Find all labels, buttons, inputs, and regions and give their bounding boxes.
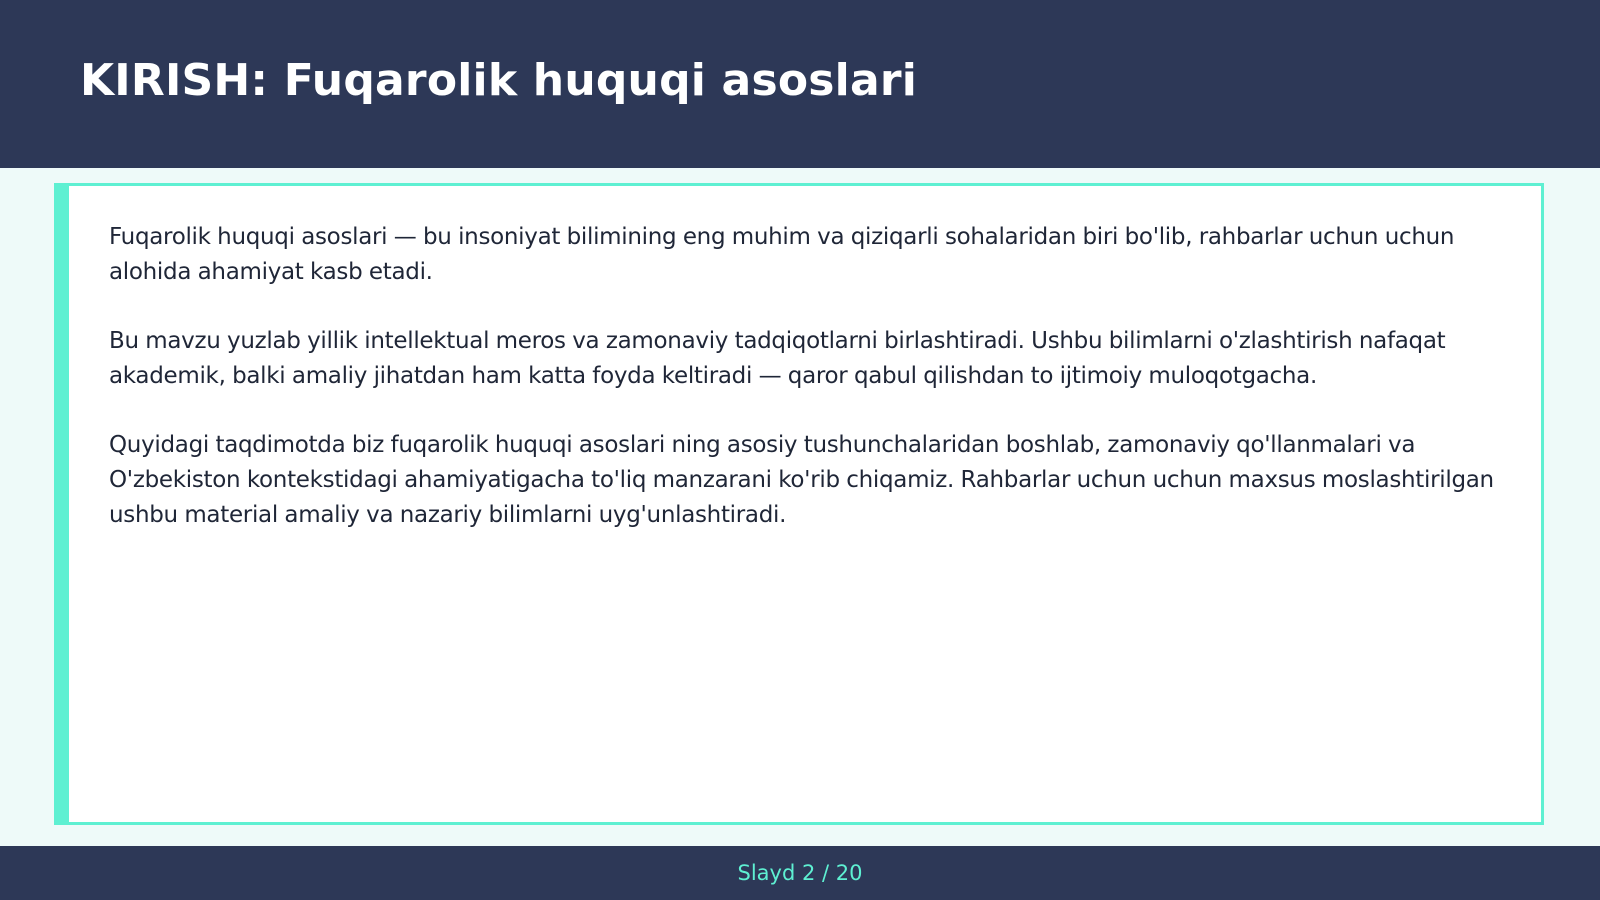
overview-paragraph: Quyidagi taqdimotda biz fuqarolik huquqi asoslari ning asosiy tushunchalaridan boshlab, zamonaviy qo'llanmalari va O'zbekiston kontekstidagi ahamiyatigacha to'liq manzarani ko'rib chiqamiz. Rahbarlar uchun uchun maxsus moslashtirilgan ushbu material amaliy va nazariy bilimlarni uyg'unlashtiradi. (109, 432, 1494, 528)
topic-paragraph: Bu mavzu yuzlab yillik intellektual meros va zamonaviy tadqiqotlarni birlashtiradi. Ushbu bilimlarni o'zlashtirish nafaqat akademik, balki amaliy jihatdan ham katta foyda keltiradi — qaror qabul qilishdan to ijtimoiy muloqotgacha. (109, 328, 1446, 389)
intro-paragraph: Fuqarolik huquqi asoslari — bu insoniyat bilimining eng muhim va qiziqarli sohalaridan biri bo'lib, rahbarlar uchun uchun alohida ahamiyat kasb etadi. (109, 224, 1455, 285)
slide-header (0, 0, 1600, 168)
slide-title: KIRISH: Fuqarolik huquqi asoslari (80, 55, 918, 106)
content-card (54, 183, 1544, 825)
slide-counter: Slayd 2 / 20 (737, 861, 863, 885)
slide-footer (0, 846, 1600, 900)
